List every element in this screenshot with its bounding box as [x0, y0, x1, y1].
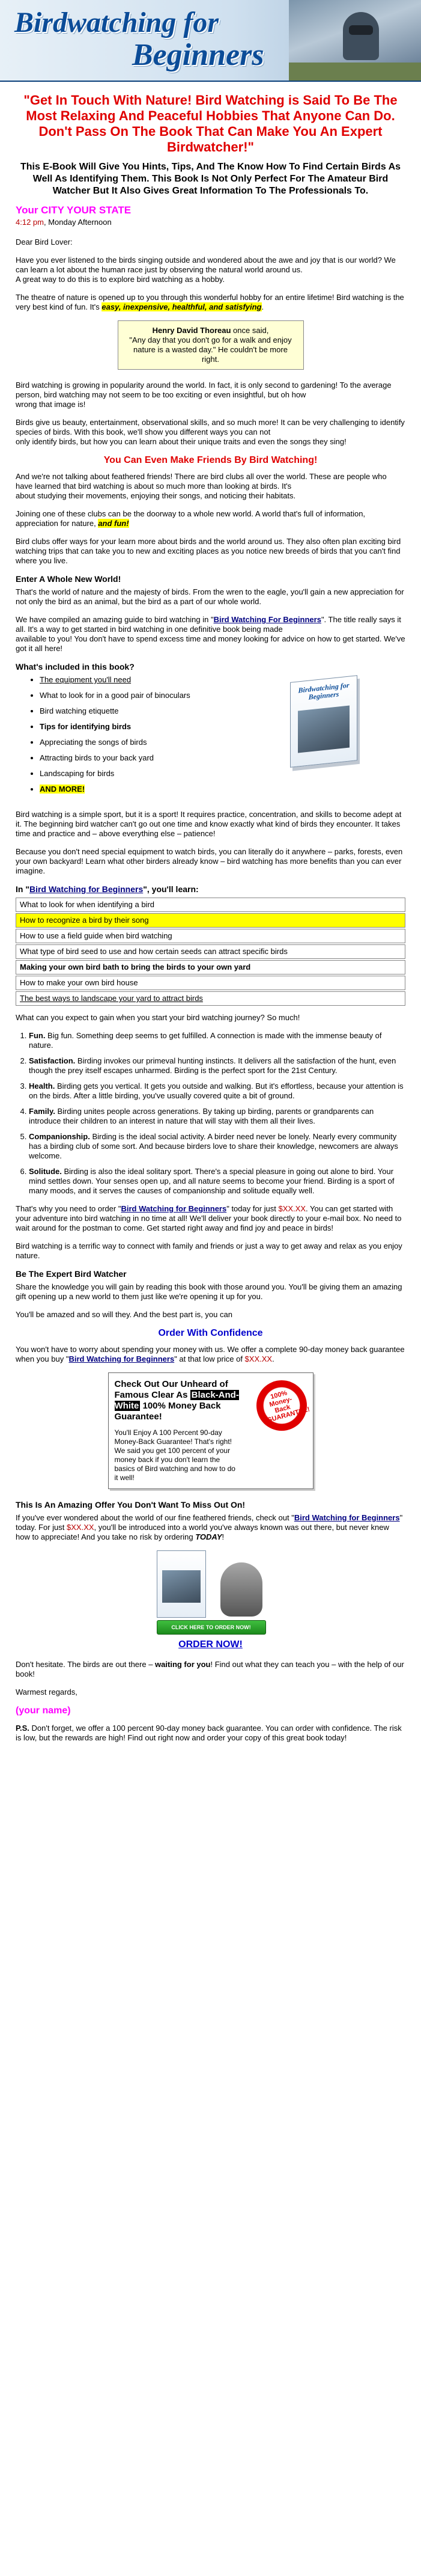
- today-text: TODAY: [195, 1532, 222, 1541]
- s1-p2: Birds give us beauty, entertainment, observational skills, and so much more! It can be very challenging to identify species of birds. With this book, we'll show you different ways you can not: [16, 418, 405, 436]
- book-title-link[interactable]: Bird Watching For Beginners: [213, 615, 321, 624]
- list-item: How to use a field guide when bird watching: [16, 929, 405, 943]
- included-heading: What's included in this book?: [16, 662, 135, 672]
- intro-p2a: The theatre of nature is opened up to you through this wonderful hobby for an entire lifetime! Bird watching is the very best kind of fun. It's: [16, 293, 404, 311]
- benefit-title: Companionship.: [29, 1132, 90, 1141]
- postscript: [16, 1724, 405, 1743]
- s2-p2a: We have compiled an amazing guide to bird watching in ": [16, 615, 214, 624]
- s4-p5a: You won't have to worry about spending your money with us. We offer a complete 90-day money back guarantee when you buy ": [16, 1345, 405, 1363]
- s4-p1b: " today for just: [226, 1204, 279, 1213]
- s2-p2b: ". The title really says it all. It's a way to get started in bird watching in one definitive book being made: [16, 615, 401, 634]
- benefit-item: [29, 1031, 405, 1050]
- amazing-offer-heading: This Is An Amazing Offer You Don't Want To Miss Out On!: [16, 1500, 246, 1510]
- time-text: 4:12 pm: [16, 218, 44, 227]
- logo-title-line1: Birdwatching for: [14, 7, 219, 38]
- and-more-highlight: AND MORE!: [40, 785, 85, 794]
- ebook-cover-photo: [162, 1570, 201, 1603]
- list-item: • Tips for identifying birds: [40, 722, 190, 732]
- list-item: How to make your own bird house: [16, 976, 405, 990]
- benefit-title: Health.: [29, 1081, 55, 1091]
- book-title-link[interactable]: Bird Watching for Beginners: [121, 1204, 227, 1213]
- s1-p1: Bird watching is growing in popularity around the world. In fact, it is only second to gardening! To the average person, bird watching may not seem to be too exciting or even insightful, but oh how: [16, 381, 392, 399]
- list-item: Making your own bird bath to bring the birds to your own yard: [16, 960, 405, 974]
- intro-p2b: .: [261, 302, 264, 311]
- header-banner: [0, 0, 421, 82]
- c-p1a: If you've ever wondered about the world of our fine feathered friends, check out ": [16, 1513, 294, 1522]
- ps-label: P.S.: [16, 1724, 29, 1733]
- benefit-desc: Birding is also the ideal solitary sport. There's a special pleasure in going out alone to bird. Your mind settles down. Your senses open up, and all nature seems to become your friend. Birding is a sport of many moods, and it serves the causes of companionship and solitude equally well.: [29, 1167, 395, 1195]
- ps-text: Don't forget, we offer a 100 percent 90-day money back guarantee. You can order with confidence. The risk is low, but the rewards are high! Find out right now and order your copy of this great book today!: [16, 1724, 402, 1742]
- ebook-cover-small: [157, 1550, 206, 1618]
- ebook-cover: [290, 675, 357, 768]
- gain-question: What can you expect to gain when you start your bird watching journey? So much!: [16, 1013, 300, 1022]
- book-title-link[interactable]: Bird Watching for Beginners: [68, 1354, 175, 1363]
- order-now-image[interactable]: [151, 1550, 271, 1635]
- header-photo-grass: [289, 63, 421, 81]
- s2-p2c: available to you! You don't have to spend excess time and money looking for advice on how to get started. We've got it all here!: [16, 634, 405, 653]
- benefit-desc: Birding gets you vertical. It gets you outside and walking. But it's effortless, because your attention is on the birds. After a little birding, you've usually covered quite a bit of ground.: [29, 1081, 404, 1100]
- section4-paragraph-5: [16, 1345, 405, 1364]
- c-p1c: , you'll be introduced into a world you've always known was out there, but never knew how to appreciate! And you take no risk by ordering: [16, 1523, 389, 1541]
- section1-paragraph-4: [16, 509, 405, 528]
- money-back-seal-icon: [256, 1380, 310, 1431]
- section4-paragraph-2: Bird watching is a terrific way to connect with family and friends or just a way to get away and relax as you enjoy nature.: [16, 1241, 402, 1260]
- list-item: • Bird watching etiquette: [40, 706, 190, 716]
- book-title-link[interactable]: Bird Watching for Beginners: [294, 1513, 400, 1522]
- benefits-list: [16, 1031, 405, 1196]
- intro-p1b-text: A great way to do this is to explore bird watching as a hobby.: [16, 275, 225, 284]
- benefit-item: [29, 1081, 405, 1101]
- seal-text: 100% Money-Back GUARANTEE!: [265, 1389, 310, 1424]
- learn-pre: In ": [16, 884, 29, 894]
- city-state: Your CITY YOUR STATE: [16, 204, 132, 216]
- birdwatcher-figure: [343, 12, 379, 60]
- order-today-paragraph: [16, 1204, 405, 1233]
- section3-paragraph-1: Bird watching is a simple sport, but it is a sport! It requires practice, concentration, and skills to become adept at it. The beginning bird watcher can't go out one time and know exactly what kind of birds they encounter. It takes time and practice and – above everything else – patience!: [16, 810, 402, 838]
- list-item: • What to look for in a good pair of binoculars: [40, 691, 190, 700]
- closing-paragraph-1: [16, 1513, 405, 1542]
- ebook-cover-photo: [298, 705, 350, 753]
- included-section: [16, 675, 405, 800]
- order-confidence-heading: Order With Confidence: [158, 1328, 263, 1338]
- section1-paragraph-1: [16, 381, 405, 409]
- s1-p3: And we're not talking about feathered friends! There are bird clubs all over the world. These are people who have learned that bird watching is about so much more than looking at birds. It's: [16, 472, 387, 491]
- s4-p1c: . You can get started with your adventure into bird watching in no time at all! We'll deliver your book directly to your e-mail box. No need to wait around for the postman to come. Get started right away and find joy and peace in birds!: [16, 1204, 402, 1232]
- price-text: $XX.XX: [67, 1523, 94, 1532]
- intro-p1-text: Have you ever listened to the birds singing outside and wondered about the awe and joy that is our world? We can learn a lot about the human race just by observing the natural world around us.: [16, 255, 396, 274]
- page-headline: "Get In Touch With Nature! Bird Watching is Said To Be The Most Relaxing And Peaceful Hobbies That Anyone Can Do. Don't Pass On The Book That Can Make You An Expert Birdwatcher!": [23, 93, 398, 154]
- learn-list: [16, 898, 405, 1006]
- benefit-item: [29, 1132, 405, 1161]
- regards: Warmest regards,: [16, 1687, 77, 1696]
- expert-heading: Be The Expert Bird Watcher: [16, 1269, 127, 1279]
- thoreau-quote-box: [118, 320, 304, 370]
- c-p2c: ! Find out what they can teach you – with the help of our book!: [16, 1660, 404, 1678]
- included-list: [16, 675, 190, 800]
- s1-p1b: wrong that image is!: [16, 400, 86, 409]
- benefit-desc: Birding is the ideal social activity. A birder need never be lonely. Nearly every community has a birding club of some sort. And because birders love to share their knowledge, newcomers are always welcome.: [29, 1132, 398, 1160]
- guarantee-body: You'll Enjoy A 100 Percent 90-day Money-Back Guarantee! That's right! We said you get 100 percent of your money back if you don't learn the basics of Bird watching and how to do it well!: [114, 1428, 235, 1482]
- learn-post: ", you'll learn:: [143, 884, 199, 894]
- order-now-link[interactable]: ORDER NOW!: [178, 1639, 243, 1650]
- list-item: • Landscaping for birds: [40, 769, 190, 779]
- benefit-title: Family.: [29, 1107, 55, 1116]
- guarantee-box: [108, 1372, 313, 1489]
- list-item: What to look for when identifying a bird: [16, 898, 405, 912]
- quote-text: "Any day that you don't go for a walk and enjoy nature is a wasted day." He couldn't be more right.: [129, 335, 292, 364]
- ebook-cover-image: [279, 679, 369, 769]
- quote-said: once said,: [231, 326, 269, 335]
- benefit-item: [29, 1056, 405, 1075]
- c-p2a: Don't hesitate. The birds are out there –: [16, 1660, 156, 1669]
- highlight-and-fun: and fun!: [98, 519, 129, 528]
- section4-paragraph-4: You'll be amazed and so will they. And the best part is, you can: [16, 1310, 232, 1319]
- bird-image: [220, 1562, 262, 1617]
- date-time: [16, 218, 405, 227]
- s4-p1a: That's why you need to order ": [16, 1204, 121, 1213]
- list-item: How to recognize a bird by their song: [16, 913, 405, 928]
- list-item: What type of bird seed to use and how certain seeds can attract specific birds: [16, 944, 405, 959]
- section3-paragraph-2: Because you don't need special equipment to watch birds, you can literally do it anywhere – parks, forests, even your own backyard! Learn what other birders already know – bird watching has more benefits than you can ever imagine.: [16, 847, 403, 875]
- page-subheadline: This E-Book Will Give You Hints, Tips, And The Know How To Find Certain Birds As Well As Identifying Them. This Book Is Not Only Perfect For The Amateur Bird Watcher But It Also Gives Great Information To The Professionals To.: [20, 162, 401, 196]
- section1-paragraph-5: Bird clubs offer ways for your learn more about birds and the world around us. They also often plan exciting bird watching trips that can take you to new and exciting places as you notice new breeds of birds that you can't find where you live.: [16, 537, 401, 565]
- benefit-item: [29, 1107, 405, 1126]
- friends-heading: You Can Even Make Friends By Bird Watching!: [103, 455, 318, 465]
- section2-paragraph-2: [16, 615, 405, 653]
- header-photo: [289, 0, 421, 81]
- logo-title-line2: Beginners: [132, 38, 264, 72]
- s1-p2b: only identify birds, but how you can learn about their unique traits and even the songs they sing!: [16, 437, 347, 446]
- section2-paragraph-1: That's the world of nature and the majesty of birds. From the wren to the eagle, you'll gain a new appreciation for not only the bird as an animal, but the bird as a part of our whole world.: [16, 587, 404, 606]
- price-text: $XX.XX: [244, 1354, 273, 1363]
- black-and-white-text: Black-And-White: [114, 1390, 239, 1411]
- footer-space: [16, 1751, 405, 1775]
- benefit-desc: Birding invokes our primeval hunting instincts. It delivers all the satisfaction of the hunt, even though the prey itself escapes unharmed. Birding is the perfect sport for the 21st Century.: [29, 1056, 396, 1075]
- intro-paragraph-1: [16, 255, 405, 284]
- greeting: Dear Bird Lover:: [16, 237, 73, 246]
- list-item: [40, 785, 190, 794]
- list-item: • The equipment you'll need: [40, 675, 190, 685]
- guar-head2: 100% Money Back Guarantee!: [114, 1401, 221, 1422]
- guar-head1: Check Out Our Unheard of Famous Clear As: [114, 1379, 228, 1400]
- s1-p3b: about studying their movements, enjoying their songs, and noticing their habitats.: [16, 491, 296, 500]
- list-item: The best ways to landscape your yard to attract birds: [16, 991, 405, 1006]
- click-to-order-button[interactable]: CLICK HERE TO ORDER NOW!: [157, 1620, 266, 1635]
- s4-p5b: " at that low price of: [174, 1354, 245, 1363]
- benefit-item: [29, 1167, 405, 1196]
- c-p1b: " today. For just: [16, 1513, 403, 1532]
- ebook-cover-title: Birdwatching for Beginners: [298, 681, 350, 702]
- benefit-desc: Birding unites people across generations. By taking up birding, parents or grandparents can introduce their children to an interest in nature that will stay with them all their lives.: [29, 1107, 374, 1125]
- price-text: $XX.XX: [278, 1204, 306, 1213]
- new-world-heading: Enter A Whole New World!: [16, 574, 121, 584]
- highlight-easy: easy, inexpensive, healthful, and satisfying: [101, 302, 262, 311]
- section1-paragraph-2: [16, 418, 405, 447]
- list-item: • Appreciating the songs of birds: [40, 738, 190, 747]
- learn-heading: [16, 884, 405, 894]
- list-item: • Attracting birds to your back yard: [40, 753, 190, 763]
- quote-author: Henry David Thoreau: [152, 326, 231, 335]
- section4-paragraph-3: Share the knowledge you will gain by reading this book with those around you. You'll be giving them an amazing gift opening up a new world to them just like we're opening it up for you.: [16, 1282, 402, 1301]
- benefit-title: Solitude.: [29, 1167, 62, 1176]
- guarantee-heading: [115, 1379, 241, 1422]
- benefit-title: Fun.: [29, 1031, 46, 1040]
- c-p1d: !: [222, 1532, 225, 1541]
- benefit-title: Satisfaction.: [29, 1056, 76, 1065]
- benefit-desc: Big fun. Something deep seems to get fulfilled. A connection is made with the immense beauty of nature.: [29, 1031, 382, 1050]
- book-title-link[interactable]: Bird Watching for Beginners: [29, 884, 144, 894]
- section1-paragraph-3: [16, 472, 405, 501]
- binoculars-icon: [349, 25, 373, 35]
- s1-p4a: Joining one of these clubs can be the doorway to a whole new world. A world that's full of information, appreciation for nature,: [16, 509, 366, 528]
- waiting-text: waiting for you: [155, 1660, 211, 1669]
- intro-paragraph-2: [16, 293, 405, 312]
- s4-p5c: .: [272, 1354, 274, 1363]
- signature-name: (your name): [16, 1706, 71, 1716]
- day-text: , Monday Afternoon: [43, 218, 112, 227]
- closing-paragraph-2: [16, 1660, 405, 1679]
- main-content: [0, 93, 421, 1775]
